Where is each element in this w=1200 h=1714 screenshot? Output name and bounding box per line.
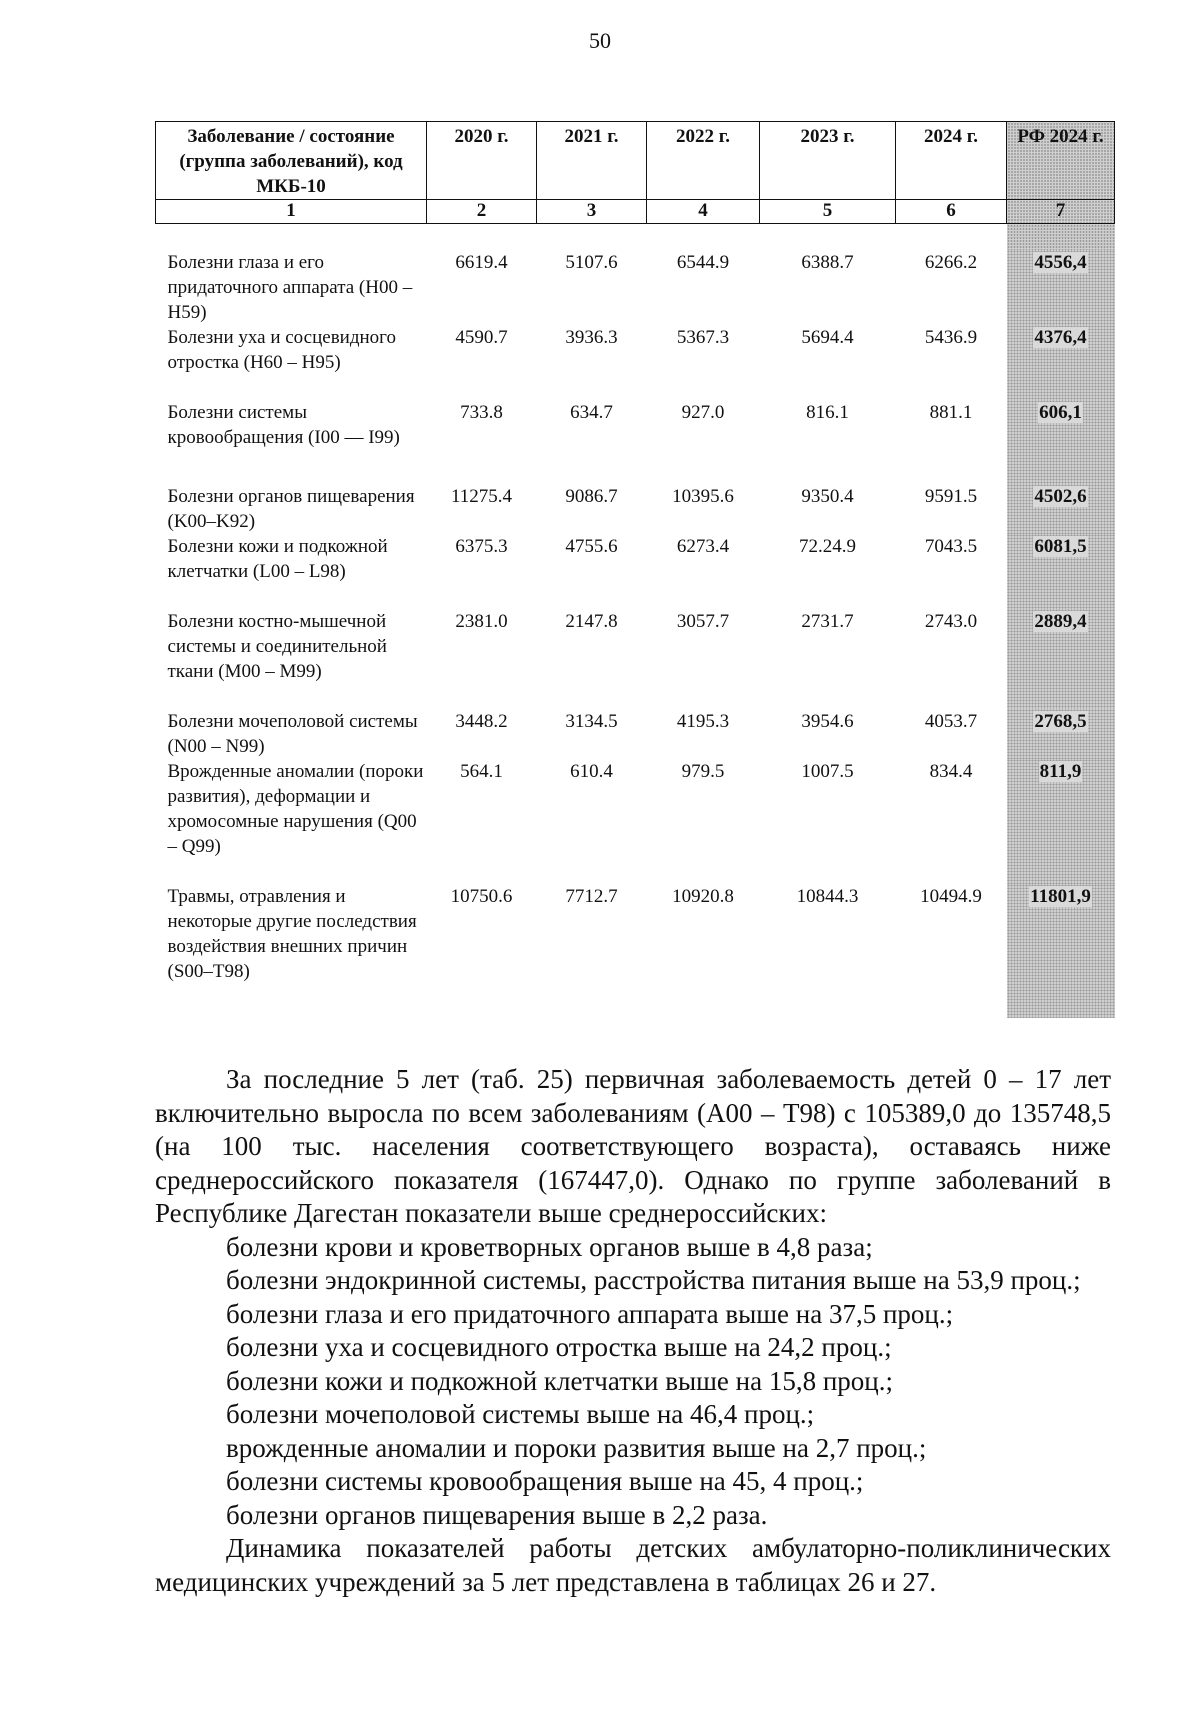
header-2023: 2023 г. (760, 122, 896, 200)
value-2023: 9350.4 (801, 486, 854, 507)
header-2022: 2022 г. (647, 122, 760, 200)
disease-name: Болезни системы кровообращения (I00 — I99) (167, 402, 400, 448)
list-item: болезни глаза и его придаточного аппарата выше на 37,5 проц.; (226, 1298, 954, 1329)
header-disease: Заболевание / состояние (группа заболеваний), код МКБ-10 (156, 122, 427, 200)
value-2021: 3134.5 (565, 711, 618, 732)
list-item: болезни мочеполовой системы выше на 46,4 проц.; (226, 1399, 815, 1429)
value-2024: 4053.7 (924, 711, 978, 732)
disease-list (155, 1231, 1111, 1533)
value-rf-2024: 11801,9 (1007, 884, 1115, 1018)
table-row (156, 484, 1115, 534)
column-number: 5 (760, 200, 896, 224)
value-rf-2024: 6081,5 (1007, 534, 1115, 609)
value-2021: 610.4 (570, 761, 613, 782)
value-2020: 6619.4 (455, 252, 508, 273)
value-2021: 5107.6 (565, 252, 618, 273)
list-item: болезни уха и сосцевидного отростка выше на 24,2 проц.; (226, 1332, 892, 1362)
disease-name: Болезни костно-мышечной системы и соединительной ткани (M00 – M99) (167, 611, 387, 682)
value-rf-2024: 4502,6 (1007, 484, 1115, 534)
value-2023: 816.1 (806, 402, 849, 423)
value-2022: 3057.7 (676, 611, 730, 632)
value-rf-2024: 2889,4 (1007, 609, 1115, 709)
header-2021: 2021 г. (537, 122, 647, 200)
disease-name: Травмы, отравления и некоторые другие последствия воздействия внешних причин (S00–T98) (167, 886, 417, 982)
value-2024: 9591.5 (924, 486, 978, 507)
value-2022: 4195.3 (676, 711, 730, 732)
value-2024: 5436.9 (924, 327, 978, 348)
value-2021: 3936.3 (565, 327, 618, 348)
value-2020: 10750.6 (450, 886, 513, 907)
value-2024: 2743.0 (924, 611, 978, 632)
disease-name: Болезни кожи и подкожной клетчатки (L00 – L98) (167, 536, 388, 582)
value-rf-2024: 811,9 (1007, 759, 1115, 884)
table-row (156, 400, 1115, 484)
value-2023: 72.24.9 (799, 536, 856, 557)
column-number: 3 (537, 200, 647, 224)
value-2021: 634.7 (570, 402, 613, 423)
column-number: 7 (1007, 200, 1115, 224)
value-rf-2024: 4556,4 (1007, 250, 1115, 325)
table-column-numbers-row (156, 200, 1115, 224)
value-2024: 7043.5 (924, 536, 978, 557)
closing-paragraph: Динамика показателей работы детских амбулаторно-поликлинических медицинских учреждений за 5 лет представлена в таблицах 26 и 27. (155, 1533, 1111, 1597)
value-2022: 979.5 (681, 761, 725, 782)
header-2020: 2020 г. (427, 122, 537, 200)
value-2020: 733.8 (460, 402, 503, 423)
value-rf-2024: 606,1 (1007, 400, 1115, 484)
value-2022: 6544.9 (676, 252, 730, 273)
header-2024: 2024 г. (896, 122, 1007, 200)
disease-name: Болезни глаза и его придаточного аппарата (H00 – H59) (167, 252, 413, 323)
value-2023: 2731.7 (801, 611, 854, 632)
column-number: 2 (427, 200, 537, 224)
value-2021: 7712.7 (565, 886, 618, 907)
value-2020: 3448.2 (455, 711, 508, 732)
value-2023: 6388.7 (801, 252, 854, 273)
header-rf-2024: РФ 2024 г. (1007, 122, 1115, 200)
list-item: болезни эндокринной системы, расстройства питания выше на 53,9 проц.; (226, 1265, 1081, 1295)
value-2024: 881.1 (929, 402, 973, 423)
value-2023: 5694.4 (801, 327, 854, 348)
table-row (156, 884, 1115, 1018)
value-2024: 834.4 (929, 761, 973, 782)
column-number: 4 (647, 200, 760, 224)
value-2023: 1007.5 (801, 761, 854, 782)
value-2022: 10395.6 (672, 486, 734, 507)
list-item: болезни крови и кроветворных органов выше в 4,8 раза; (226, 1231, 873, 1262)
disease-name: Болезни мочеполовой системы (N00 – N99) (167, 711, 418, 757)
value-rf-2024: 4376,4 (1007, 325, 1115, 400)
value-2023: 3954.6 (801, 711, 854, 732)
disease-name: Болезни уха и сосцевидного отростка (H60 – H95) (167, 327, 396, 373)
value-2022: 10920.8 (672, 886, 734, 907)
value-rf-2024: 2768,5 (1007, 709, 1115, 759)
column-number: 6 (896, 200, 1007, 224)
morbidity-table (155, 121, 1115, 1018)
value-2020: 4590.7 (455, 327, 508, 348)
value-2024: 10494.9 (920, 886, 982, 907)
value-2021: 2147.8 (565, 611, 618, 632)
value-2020: 564.1 (460, 761, 503, 782)
intro-paragraph: За последние 5 лет (таб. 25) первичная заболеваемость детей 0 – 17 лет включительно выросла по всем заболеваниям (А00 – Т98) с 105389,0 до 135748,5 (на 100 тыс. населения соответствующего возраста), оставаясь ниже среднероссийского показателя (167447,0). Однако по группе заболеваний в Республике Дагестан показатели выше среднероссийских: (155, 1064, 1111, 1228)
body-text (155, 1063, 1111, 1599)
disease-name: Врожденные аномалии (пороки развития), деформации и хромосомные нарушения (Q00 – Q99) (167, 761, 424, 857)
list-item: болезни органов пищеварения выше в 2,2 раза. (226, 1499, 768, 1530)
table-row (156, 609, 1115, 709)
list-item: болезни кожи и подкожной клетчатки выше на 15,8 проц.; (226, 1365, 893, 1396)
table-spacer-row (156, 224, 1115, 251)
value-2023: 10844.3 (796, 886, 859, 907)
value-2024: 6266.2 (924, 252, 978, 273)
value-2022: 6273.4 (676, 536, 730, 557)
page-number: 50 (589, 28, 611, 53)
value-2022: 927.0 (681, 402, 725, 423)
value-2020: 2381.0 (455, 611, 508, 632)
disease-name: Болезни органов пищеварения (K00–K92) (167, 486, 415, 532)
value-2020: 11275.4 (450, 486, 513, 507)
value-2020: 6375.3 (455, 536, 508, 557)
list-item: болезни системы кровообращения выше на 45, 4 проц.; (226, 1466, 864, 1496)
column-number: 1 (156, 200, 427, 224)
table-row (156, 709, 1115, 759)
table-header-row (156, 122, 1115, 200)
table-row (156, 250, 1115, 325)
value-2021: 4755.6 (565, 536, 618, 557)
table-row (156, 759, 1115, 884)
table-row (156, 325, 1115, 400)
table-row (156, 534, 1115, 609)
value-2022: 5367.3 (676, 327, 730, 348)
value-2021: 9086.7 (565, 486, 618, 507)
list-item: врожденные аномалии и пороки развития выше на 2,7 проц.; (226, 1432, 927, 1463)
